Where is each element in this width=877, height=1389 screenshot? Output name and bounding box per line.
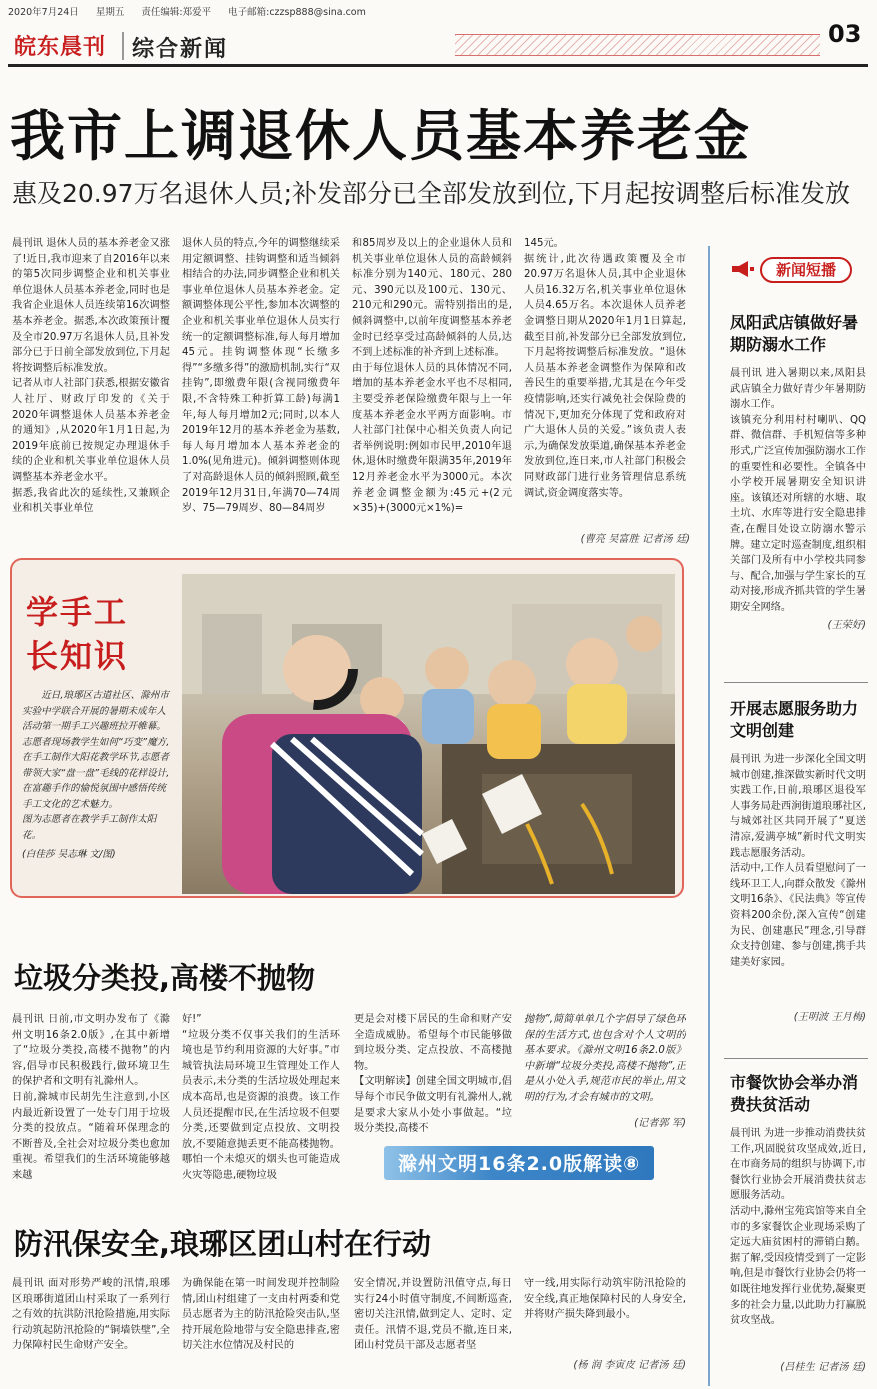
garbage-column-2: 好!” “垃圾分类不仅事关我们的生活环境也是节约利用资源的大好事。”市城管执法局环境卫生管理处工作人员表示,未分类的生活垃圾处理起来成本高昂,也是资源的浪费。该工作人员还提醒市民,在生活垃圾不但要分类,还要做到定点投放、文明投放,不要随意抛丢更不能高楼抛物。哪怕一个未熄灭的烟头也可能造成火灾等隐患,硬物垃圾 (182, 1014, 340, 1181)
flood-column-2: 为确保能在第一时间发现并控制险情,团山村组建了一支由村两委和党员志愿者为主的防汛抢险突击队,坚持开展危险地带与安全隐患排查,密切关注水位情况及村民的 (182, 1278, 340, 1352)
lead-subhead: 惠及20.97万名退休人员;补发部分已全部发放到位,下月起按调整后标准发放 (12, 179, 850, 208)
garbage-column-3: 更是会对楼下居民的生命和财产安全造成威胁。希望每个市民能够做到垃圾分类、定点投放、不高楼抛物。 【文明解读】创建全国文明城市,倡导每个市民争做文明有礼滁州人,就是要求大家从小处小事做起。“垃圾分类投,高楼不 (354, 1014, 512, 1135)
civility-banner-text: 滁州文明16条2.0版解读⑧ (398, 1153, 641, 1175)
civility-series-banner (384, 1146, 654, 1180)
lead-headline: 我市上调退休人员基本养老金 (10, 104, 752, 168)
brief-1-title: 凤阳武店镇做好暑期防溺水工作 (730, 313, 859, 354)
brief-divider-1 (724, 682, 868, 683)
photo-caption (22, 688, 174, 863)
header-decoration (455, 34, 820, 56)
garbage-column-4: 抛物”,简简单单几个字倡导了绿色环保的生活方式,也包含对个人文明的基本要求。《滁州文明16条2.0版》中新增“垃圾分类投,高楼不抛物”,正是从小处入手,规范市民的举止,用文明的行为,才会有城市的文明。 (524, 1014, 686, 1103)
photo-title-line-1: 学手工 (26, 593, 129, 631)
lead-byline: (曹亮 吴富胜 记者汤 廷) (580, 534, 690, 545)
photo-caption-byline: (白佳莎 吴志琳 文/图) (22, 849, 116, 860)
brief-2-body: 晨刊讯 为进一步深化全国文明城市创建,推深做实新时代文明实践工作,日前,琅琊区退役军人事务局赴西涧街道琅琊社区,与城郊社区共同开展了“夏送清凉,爱满亭城”新时代文明实践志愿服务活动。 活动中,工作人员看望慰问了一线环卫工人,向群众散发《滁州文明16条》、《民法典》等宣传资料200余份,深入宣传“创建为民、创建惠民”理念,引导群众支持创建、参与创建,携手共建美好家园。 (730, 754, 866, 968)
newspaper-logo: 皖东晨刊 (14, 34, 107, 60)
flood-column-3: 安全情况,并设置防汛值守点,每日实行24小时值守制度,不间断巡查,密切关注汛情,做到定人、定时、定责任。汛情不退,党员不撤,连日来,团山村党员干部及志愿者坚 (354, 1278, 512, 1352)
handicraft-class-photo (182, 574, 675, 894)
brief-3-byline: (吕桂生 记者汤 廷) (780, 1362, 866, 1373)
photo-caption-text: 近日,琅琊区古道社区、滁州市实验中学联合开展的暑期未成年人活动第一期手工兴趣班拉开帷幕。志愿者现场教学生如何“巧变”魔方,在手工制作大阳花教学环节,志愿者带领大家“盘一盘”毛线的花样设计,在富趣手作的愉悦氛围中感悟传统手工文化的艺术魅力。 图为志愿者在教学手工制作太阳花。 (22, 690, 170, 841)
issue-date: 2020年7月24日 (8, 7, 79, 18)
brief-3-body: 晨刊讯 为进一步推动消费扶贫工作,巩固脱贫攻坚成效,近日,在市商务局的组织与协调下,市餐饮行业协会开展消费扶贫志愿服务活动。 活动中,滁州宝苑宾馆等来自全市的多家餐饮企业现场采购了定远大庙贫困村的滞销白鹅。据了解,受因疫情受到了一定影响,但是市餐饮行业协会仍将一如既往地发挥行业优势,凝聚更多的社会力量,以此助力打赢脱贫攻坚战。 (730, 1128, 866, 1327)
garbage-column-1: 晨刊讯 日前,市文明办发布了《滁州文明16条2.0版》,在其中新增了“垃圾分类投,高楼不抛物”的内容,倡导市民积极践行,做环境卫生的保护者和文明有礼滁州人。 日前,滁城市民胡先生注意到,小区内最近新设置了一处专门用于垃圾分类的投放点。“随着环保理念的不断普及,全社会对垃圾分类也愈加重视。希望我们的生活环境能够越来越 (12, 1014, 170, 1181)
lead-column-2: 退休人员的特点,今年的调整继续采用定额调整、挂钩调整和适当倾斜相结合的办法,同步调整企业和机关事业单位退休人员基本养老金。定额调整体现公平性,参加本次调整的企业和机关事业单位退休人员实行统一的定额调整标准,每人每月增加45元。挂钩调整体现“长缴多得”“多缴多得”的激励机制,实行“双挂钩”,即缴费年限(含视同缴费年限,不含特殊工种折算工龄)每满1年,每人每月增加2元;同时,以本人2019年12月的基本养老金为基数,每人每月增加本人基本养老金的1.0%(见角进元)。倾斜调整则体现了对高龄退休人员的倾斜照顾,截至2019年12月31日,年满70—74周岁、75—79周岁、80—84周岁 (182, 238, 340, 515)
news-brief-tag (730, 255, 860, 285)
brief-2-byline: (王明波 王月梅) (793, 1012, 866, 1023)
garbage-headline: 垃圾分类投,高楼不抛物 (14, 961, 316, 995)
flood-column-4: 守一线,用实际行动筑牢防汛抢险的安全线,真正地保障村民的人身安全,并将财产损失降到最小。 (524, 1278, 686, 1321)
flood-column-1: 晨刊讯 面对形势严峻的汛情,琅琊区琅琊街道团山村采取了一系列行之有效的抗洪防汛抢险措施,用实际行动筑起防汛抢险的“铜墙铁壁”,全力保障村民生命财产安全。 (12, 1278, 170, 1352)
megaphone-icon (730, 259, 756, 279)
brief-2-title: 开展志愿服务助力文明创建 (730, 699, 859, 740)
top-info-bar (8, 4, 868, 22)
brief-3-title: 市餐饮协会举办消费扶贫活动 (730, 1073, 859, 1114)
flood-headline: 防汛保安全,琅琊区团山村在行动 (14, 1227, 432, 1261)
news-brief-label: 新闻短播 (760, 257, 852, 283)
page-number: 03 (828, 20, 862, 48)
flood-byline: (杨 润 李寅皮 记者汤 廷) (573, 1360, 686, 1371)
lead-column-3: 和85周岁及以上的企业退休人员和机关事业单位退休人员的高龄倾斜标准分别为140元、180元、280元、390元以及100元、130元、210元和290元。需特别指出的是,倾斜调整中,以前年度调整基本养老金时已经享受过高龄倾斜的人员,达不到上述标准的补齐到上述标准。 由于每位退休人员的具体情况不同,增加的基本养老金水平也不尽相同,主要受养老保险缴费年限与上一年度基本养老金水平两方面影响。市人社部门社保中心相关负责人向记者举例说明:例如市民甲,2010年退休,退休时缴费年限满35年,2019年12月养老金水平为3000元。本次养老金调整金额为:45元+(2元×35)+(3000元×1%)= (352, 238, 512, 515)
header-rule (8, 64, 868, 67)
brief-divider-2 (724, 1058, 868, 1059)
garbage-byline: (记者郭 军) (634, 1118, 686, 1129)
lead-column-4: 145元。 据统计,此次待遇政策覆及全市20.97万名退休人员,其中企业退休人员16.32万名,机关事业单位退休人员4.65万名。本次退休人员养老金调整日期从2020年1月1日算起,截至目前,补发部分已全部发放到位,下月起将按调整后标准发放。“退休人员基本养老金调整作为保障和改善民生的重要举措,尤其是在今年受疫情影响,还实行减免社会保险费的情况下,更加充分体现了党和政府对广大退休人员的关爱。”该负责人表示,为确保发放渠道,确保基本养老金发放到位,连日来,市人社部门积极会同财政部门进行业务管理信息系统调试,资金调度落实等。 (524, 238, 686, 499)
editor-line: 责任编辑:郑爱平 (141, 7, 212, 18)
section-title: 综合新闻 (132, 37, 229, 62)
lead-column-1: 晨刊讯 退休人员的基本养老金又涨了!近日,我市迎来了自2016年以来的第5次同步调整企业和机关事业单位退休人员基本养老金,同时也是我省企业退休人员连续第16次调整基本养老金。据悉,本次政策预计覆及全市20.97万名退休人员,且补发部分已于日前全部发放到位,下月起将按调整后标准发放。 记者从市人社部门获悉,根据安徽省人社厅、财政厅印发的《关于2020年调整退休人员基本养老金的通知》,从2020年1月1日起,为2019年底前已按规定办理退休手续的企业和机关事业单位退休人员调整基本养老金水平。 据悉,我省此次的延续性,又兼顾企业和机关事业单位 (12, 238, 170, 515)
photo-title-line-2: 长知识 (26, 637, 129, 675)
photo-illustration (182, 574, 675, 894)
issue-weekday: 星期五 (95, 7, 125, 18)
photo-story-title (26, 590, 128, 678)
header-divider (122, 32, 124, 60)
brief-1-body: 晨刊讯 进入暑期以来,凤阳县武店镇全力做好青少年暑期防溺水工作。 该镇充分利用村村喇叭、QQ群、微信群、手机短信等多种形式,广泛宣传加强防溺水工作的重要性和必要性。全镇各中小学校开展暑期安全知识讲座。该镇还对所辖的水塘、取土坑、水库等进行安全隐患排查,在醒目处设立防溺水警示牌。建立定时巡查制度,组织相关部门及所有中小学校共同参与、配合,加强与学生家长的互动对接,形成齐抓共管的学生暑期安全网络。 (730, 368, 866, 613)
brief-1-byline: (王荣好) (827, 620, 866, 631)
email-line: 电子邮箱:czzsp888@sina.com (228, 7, 366, 18)
